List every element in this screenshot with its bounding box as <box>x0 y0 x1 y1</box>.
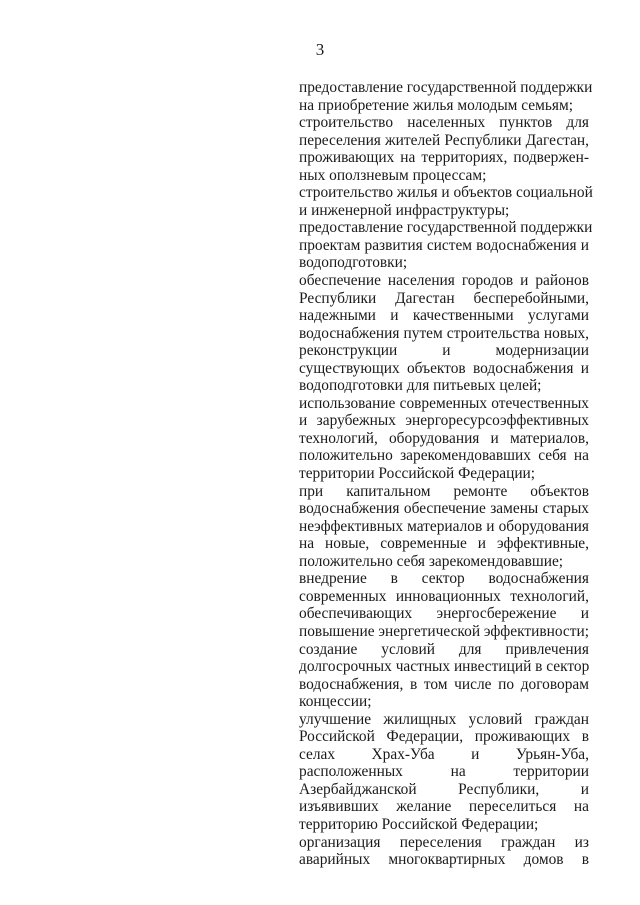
text-line: долгосрочных частных инвестиций в сектор <box>299 658 590 676</box>
text-line: водоподготовки; <box>299 254 408 272</box>
text-line: организация переселения граждан из <box>299 833 589 851</box>
text-line: переселения жителей Республики Дагестан, <box>299 131 589 149</box>
text-line: технологий, оборудования и материалов, <box>299 429 589 447</box>
text-line: надежными и качественными услугами <box>299 307 589 325</box>
text-line: территории Российской Федерации; <box>299 465 536 483</box>
text-line: на приобретение жилья молодым семьям; <box>299 96 573 114</box>
text-line: расположенных на территории <box>299 763 589 781</box>
text-line: водоснабжения, в том числе по договорам <box>299 675 589 693</box>
text-line: строительство населенных пунктов для <box>299 114 589 132</box>
text-line: Республики Дагестан бесперебойными, <box>299 289 589 307</box>
text-line: предоставление государственной поддержки <box>299 219 593 237</box>
text-line: существующих объектов водоснабжения и <box>299 359 589 377</box>
text-line: внедрение в сектор водоснабжения <box>299 570 589 588</box>
text-line: улучшение жилищных условий граждан <box>299 710 589 728</box>
text-line: строительство жилья и объектов социальной <box>299 184 593 202</box>
body-text-column <box>299 79 593 869</box>
text-line: и инженерной инфраструктуры; <box>299 201 510 219</box>
text-line: изъявивших желание переселиться на <box>299 798 589 816</box>
text-line: обеспечение населения городов и районов <box>299 272 589 290</box>
text-line: обеспечивающих энергосбережение и <box>299 605 589 623</box>
text-line: положительно себя зарекомендовавшие; <box>299 552 564 570</box>
text-line: проживающих на территориях, подвержен- <box>299 149 589 167</box>
text-line: реконструкции и модернизации <box>299 342 589 360</box>
text-line: повышение энергетической эффективности; <box>299 622 589 640</box>
text-line: территорию Российской Федерации; <box>299 815 539 833</box>
text-line: и зарубежных энергоресурсоэффективных <box>299 412 589 430</box>
text-line: положительно зарекомендовавших себя на <box>299 447 589 465</box>
text-line: водоподготовки для питьевых целей; <box>299 377 542 395</box>
text-line: на новые, современные и эффективные, <box>299 535 589 553</box>
page-number: 3 <box>315 40 325 59</box>
text-line: аварийных многоквартирных домов в <box>299 851 589 869</box>
text-line: при капитальном ремонте объектов <box>299 482 589 500</box>
text-line: проектам развития систем водоснабжения и <box>299 236 589 254</box>
text-line: селах Храх-Уба и Урьян-Уба, <box>299 745 589 763</box>
text-line: Азербайджанской Республики, и <box>299 780 589 798</box>
text-line: водоснабжения путем строительства новых, <box>299 324 589 342</box>
text-line: использование современных отечественных <box>299 394 589 412</box>
text-line: концессии; <box>299 693 372 711</box>
text-line: неэффективных материалов и оборудования <box>299 517 589 535</box>
text-line: предоставление государственной поддержки <box>299 79 593 96</box>
text-line: водоснабжения обеспечение замены старых <box>299 500 589 518</box>
text-line: ных оползневым процессам; <box>299 166 487 184</box>
text-line: современных инновационных технологий, <box>299 587 589 605</box>
text-line: Российской Федерации, проживающих в <box>299 728 589 746</box>
text-line: создание условий для привлечения <box>299 640 589 658</box>
